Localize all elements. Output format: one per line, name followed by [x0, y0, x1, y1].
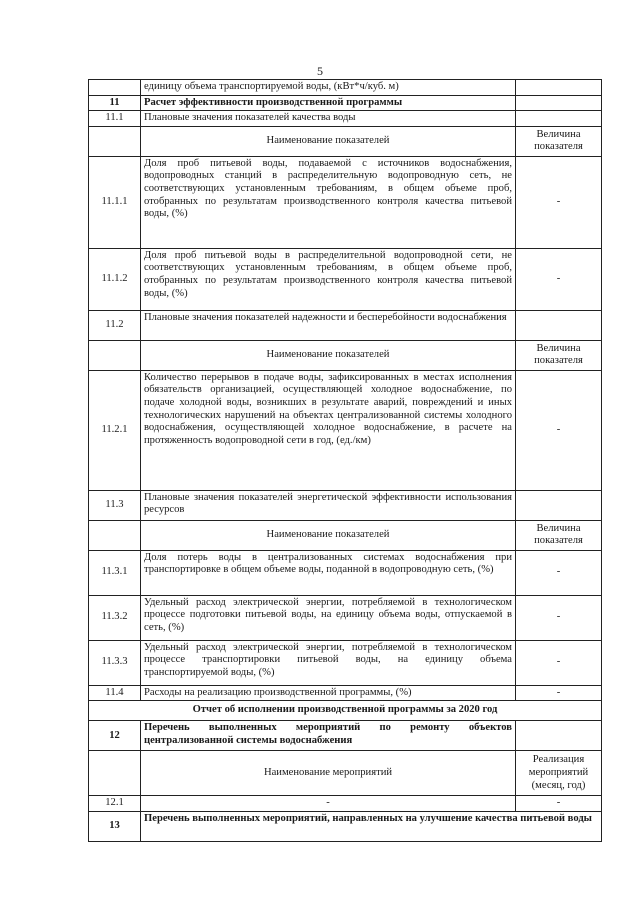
table-row	[89, 156, 602, 248]
row-number: 11.3.3	[89, 640, 141, 685]
section-title: Перечень выполненных мероприятий, направленных на улучшение качества питьевой воды	[141, 811, 602, 841]
row-value: -	[516, 796, 602, 812]
row-number: 11.4	[89, 685, 141, 701]
row-number: 11.2	[89, 310, 141, 340]
program-table	[88, 79, 602, 842]
column-header-name: Наименование показателей	[141, 340, 516, 370]
column-header-value: Величина показателя	[516, 126, 602, 156]
table-header-row	[89, 520, 602, 550]
row-value: -	[516, 595, 602, 640]
column-header-realization: Реализация мероприятий (месяц, год)	[516, 751, 602, 796]
report-title: Отчет об исполнении производственной программы за 2020 год	[89, 701, 602, 721]
row-number: 11.3.2	[89, 595, 141, 640]
table-header-row	[89, 126, 602, 156]
row-number: 11.1	[89, 111, 141, 127]
row-text: единицу объема транспортируемой воды, (кВт*ч/куб. м)	[141, 80, 516, 96]
table-row	[89, 80, 602, 96]
column-header-measures: Наименование мероприятий	[141, 751, 516, 796]
row-value: -	[516, 640, 602, 685]
table-row	[89, 811, 602, 841]
row-text: -	[141, 796, 516, 812]
row-value: -	[516, 370, 602, 490]
row-value: -	[516, 550, 602, 595]
row-number: 13	[89, 811, 141, 841]
row-value: -	[516, 248, 602, 310]
table-header-row	[89, 751, 602, 796]
table-row	[89, 95, 602, 111]
table-row	[89, 796, 602, 812]
table-row	[89, 248, 602, 310]
table-row	[89, 490, 602, 520]
row-text: Доля проб питьевой воды в распределительной водопроводной сети, не соответствующих установленным требованиям, в общем объеме проб, отобранных по результатам производственного контроля качества питьевой воды, (%)	[141, 248, 516, 310]
table-header-row	[89, 340, 602, 370]
row-value: -	[516, 685, 602, 701]
table-row	[89, 640, 602, 685]
row-number: 12.1	[89, 796, 141, 812]
row-text: Доля потерь воды в централизованных системах водоснабжения при транспортировке в общем объеме воды, поданной в водопроводную сеть, (%)	[141, 550, 516, 595]
page-number: 5	[317, 64, 323, 78]
row-number: 11.1.1	[89, 156, 141, 248]
row-text: Удельный расход электрической энергии, потребляемой в технологическом процессе подготовки питьевой воды, на единицу объема воды, отпускаемой в сеть, (%)	[141, 595, 516, 640]
row-text: Количество перерывов в подаче воды, зафиксированных в местах исполнения обязательств организацией, осуществляющей холодное водоснабжение, по подаче холодной воды, возникших в результате аварий, повреждений и иных технологических нарушений на объектах централизованной системы холодного водоснабжения, осуществляющей холодное водоснабжение, в расчете на протяженность водопроводной сети в год, (ед./км)	[141, 370, 516, 490]
table-row	[89, 550, 602, 595]
row-text: Плановые значения показателей надежности и бесперебойности водоснабжения	[141, 310, 516, 340]
table-row	[89, 721, 602, 751]
column-header-name: Наименование показателей	[141, 126, 516, 156]
section-title: Перечень выполненных мероприятий по ремонту объектов централизованной системы водоснабжения	[141, 721, 516, 751]
column-header-name: Наименование показателей	[141, 520, 516, 550]
row-number: 11.2.1	[89, 370, 141, 490]
table-row	[89, 111, 602, 127]
row-text: Плановые значения показателей энергетической эффективности использования ресурсов	[141, 490, 516, 520]
table-row	[89, 685, 602, 701]
report-title-row	[89, 701, 602, 721]
row-value: -	[516, 156, 602, 248]
table-row	[89, 370, 602, 490]
row-text: Доля проб питьевой воды, подаваемой с источников водоснабжения, водопроводных станций в распределительную водопроводную сеть, не соответствующих установленным требованиям, в общем объеме проб, отобранных по результатам производственного контроля качества питьевой воды, (%)	[141, 156, 516, 248]
row-number: 11.3.1	[89, 550, 141, 595]
column-header-value: Величина показателя	[516, 520, 602, 550]
row-number: 11.3	[89, 490, 141, 520]
column-header-value: Величина показателя	[516, 340, 602, 370]
row-number: 11.1.2	[89, 248, 141, 310]
table-row	[89, 595, 602, 640]
row-text: Плановые значения показателей качества воды	[141, 111, 516, 127]
row-number: 12	[89, 721, 141, 751]
section-title: Расчет эффективности производственной программы	[141, 95, 516, 111]
row-text: Расходы на реализацию производственной программы, (%)	[141, 685, 516, 701]
row-number: 11	[89, 95, 141, 111]
row-text: Удельный расход электрической энергии, потребляемой в технологическом процессе транспортировки питьевой воды, на единицу объема транспортируемой воды, (%)	[141, 640, 516, 685]
table-row	[89, 310, 602, 340]
